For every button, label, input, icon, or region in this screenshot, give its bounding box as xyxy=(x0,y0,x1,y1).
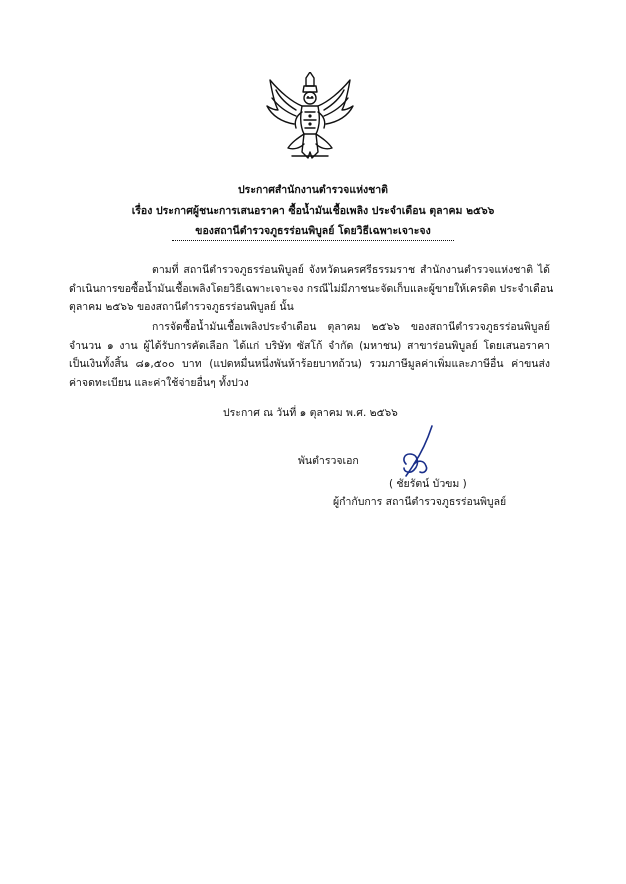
header-station: ของสถานีตำรวจภูธรร่อนพิบูลย์ โดยวิธีเฉพาะเจาะจง xyxy=(195,225,431,237)
header-agency: ประกาศสำนักงานตำรวจแห่งชาติ xyxy=(238,184,388,196)
header-divider xyxy=(172,240,454,241)
garuda-emblem xyxy=(262,72,358,164)
signer-position: ผู้กำกับการ สถานีตำรวจภูธรร่อนพิบูลย์ xyxy=(333,496,507,508)
paragraph-1-line-3: ตุลาคม ๒๕๖๖ ของสถานีตำรวจภูธรร่อนพิบูลย์ นั้น xyxy=(69,301,294,313)
paragraph-1-line-2: ดำเนินการขอซื้อน้ำมันเชื้อเพลิงโดยวิธีเฉพาะเจาะจง กรณีไม่มีภาชนะจัดเก็บและผู้ขายให้เครดิต ประจำเดือน xyxy=(69,283,554,295)
announce-date: ประกาศ ณ วันที่ ๑ ตุลาคม พ.ศ. ๒๕๖๖ xyxy=(223,407,398,419)
signer-rank: พันตำรวจเอก xyxy=(298,455,359,467)
handwritten-signature xyxy=(398,424,440,480)
paragraph-2-line-2: จำนวน ๑ งาน ผู้ได้รับการคัดเลือก ได้แก่ บริษัท ซัสโก้ จำกัด (มหาชน) สาขาร่อนพิบูลย์ โดยเสนอราคา xyxy=(69,340,550,352)
paragraph-1-line-1: ตามที่ สถานีตำรวจภูธรร่อนพิบูลย์ จังหวัดนครศรีธรรมราช สำนักงานตำรวจแห่งชาติ ได้ xyxy=(152,264,550,276)
paragraph-2-line-4: ค่าจดทะเบียน และค่าใช้จ่ายอื่นๆ ทั้งปวง xyxy=(69,377,249,389)
header-subject: เรื่อง ประกาศผู้ชนะการเสนอราคา ซื้อน้ำมันเชื้อเพลิง ประจำเดือน ตุลาคม ๒๕๖๖ xyxy=(131,205,495,217)
paragraph-2-line-1: การจัดซื้อน้ำมันเชื้อเพลิงประจำเดือน ตุลาคม ๒๕๖๖ ของสถานีตำรวจภูธรร่อนพิบูลย์ xyxy=(152,321,550,333)
signer-name: ( ชัยรัตน์ บัวขม ) xyxy=(389,478,467,490)
paragraph-2-line-3: เป็นเงินทั้งสิ้น ๘๑,๕๐๐ บาท (แปดหมื่นหนึ่งพันห้าร้อยบาทถ้วน) รวมภาษีมูลค่าเพิ่มและภาษีอื่น ค่าขนส่ง xyxy=(69,358,550,370)
